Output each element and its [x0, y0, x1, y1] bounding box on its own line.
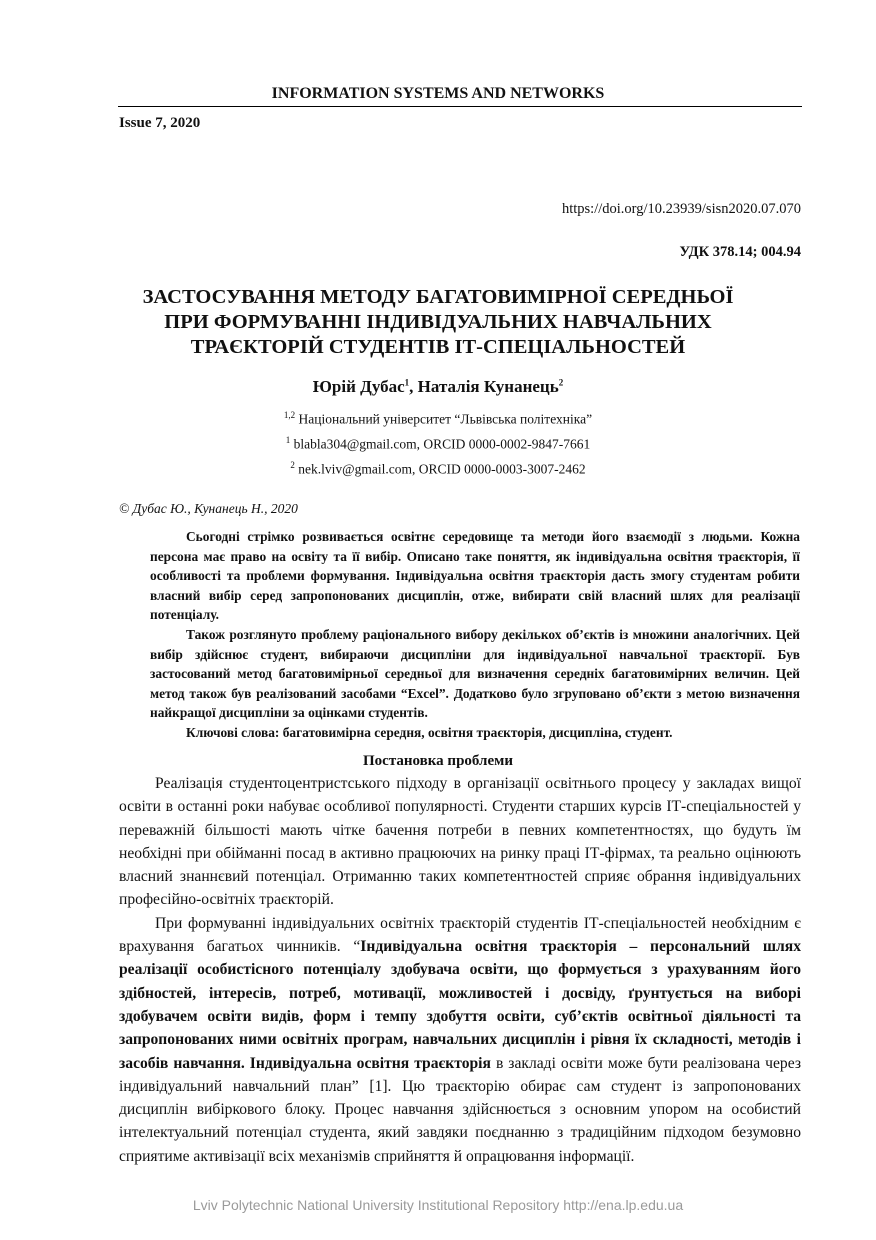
title-line: ЗАСТОСУВАННЯ МЕТОДУ БАГАТОВИМІРНОЇ СЕРЕДНЬОЇ: [142, 286, 734, 308]
quote-bold: Індивідуальна освітня траєкторія – персональний шлях реалізації особистісного потенціалу здобувача освіти, що формується з урахуванням його здібностей, інтересів, потреб, мотивації, можливостей і досвіду, ґрунтується на виборі здобувачем освіти видів, форм і темпу здобуття освіти, суб’єктів освітньої діяльності та запропонованих ними освітніх програм, навчальних дисциплін і рівня їх складності, методів і засобів навчання. Індивідуальна освітня траєкторія: [119, 938, 801, 1072]
body-paragraph: Реалізація студентоцентристського підходу в організації освітнього процесу у закладах вищої освіти в останні роки набуває особливої популярності. Студенти старших курсів ІТ-спеціальностей у переважній більшості мають чітке бачення потреби в певних компетентностях, що будуть їм необхідні при обійманні посад в активно працюючих на ринку праці ІТ-фірмах, та реально оцінюють власний знаннєвий потенціал. Отриманню таких компетентностей сприяє обрання індивідуальних професійно-освітніх траєкторій.: [119, 775, 801, 909]
email-line: [0, 455, 876, 480]
affiliation-text: Національний університет “Львівська політехніка”: [295, 411, 593, 427]
abstract-paragraph: Також розглянуто проблему раціонального вибору декількох об’єктів із множини аналогічних. Цей вибір здійснює студент, вибираючи дисципліни для індивідуальної навчальної траєкторії. Був застосований метод багатовимірньої середньої для визначення середніх багатовимірних величин. Цей метод також був реалізований засобами “Excel”. Додатково було згруповано об’єкти з метою визначення найкращої дисципліни за оцінками студентів.: [150, 626, 800, 721]
title-line: ТРАЄКТОРІЙ СТУДЕНТІВ ІТ-СПЕЦІАЛЬНОСТЕЙ: [190, 336, 686, 358]
affiliation-line: [0, 405, 876, 430]
affiliation-sup: 1,2: [283, 410, 296, 420]
body-paragraph: [119, 912, 801, 1168]
email-text[interactable]: blabla304@gmail.com, ORCID 0000-0002-9847-7661: [290, 436, 591, 452]
email-sup: 2: [290, 460, 295, 470]
author-sup: 1: [404, 377, 410, 388]
author-sup: 2: [558, 377, 564, 388]
paper-title: [0, 285, 876, 360]
abstract-paragraph: Сьогодні стрімко розвивається освітнє середовище та методи його взаємодії з людьми. Кожна персона має право на освіту та її вибір. Описано таке поняття, як індивідуальна освітня траєкторія, її особливості та проблеми формування. Індивідуальна освітня траєкторія дасть змогу студентам робити власний вибір серед запропонованих дисциплін, отже, вибирати свій власний шлях для реалізації потенціалу.: [150, 529, 800, 623]
repository-footer: Lviv Polytechnic National University Institutional Repository http://ena.lp.edu.ua: [192, 1197, 684, 1213]
title-line: ПРИ ФОРМУВАННІ ІНДИВІДУАЛЬНИХ НАВЧАЛЬНИХ: [164, 311, 712, 333]
keywords: Ключові слова: багатовимірна середня, освітня траєкторія, дисципліна, студент.: [186, 724, 673, 740]
udk-code: УДК 378.14; 004.94: [679, 244, 801, 260]
affiliations: [0, 405, 876, 480]
section-heading: Постановка проблеми: [363, 753, 513, 769]
body-text: [119, 772, 801, 1168]
abstract: [150, 527, 800, 743]
email-text[interactable]: nek.lviv@gmail.com, ORCID 0000-0003-3007-2462: [294, 461, 586, 477]
issue-label: Issue 7, 2020: [119, 115, 201, 131]
doi-link[interactable]: https://doi.org/10.23939/sisn2020.07.070: [561, 201, 801, 217]
authors: [0, 377, 876, 397]
author-name: Юрій Дубас: [312, 377, 405, 396]
email-line: [0, 430, 876, 455]
email-sup: 1: [285, 435, 291, 445]
author-name: Наталія Кунанець: [417, 377, 559, 396]
author-separator: ,: [409, 377, 418, 396]
journal-name: INFORMATION SYSTEMS AND NETWORKS: [271, 85, 605, 102]
body-text-span: При формуванні індивідуальних освітніх траєкторій студентів ІТ-спеціальностей необхідним є врахування багатьох чинників. “: [119, 914, 801, 956]
header-rule: [118, 106, 802, 107]
copyright: © Дубас Ю., Кунанець Н., 2020: [119, 501, 298, 516]
body-text-span: в закладі освіти може бути реалізована через індивідуальний навчальний план” [1]. Цю траєкторію обирає сам студент із запропонованих дисциплін вибіркового блоку. Процес навчання здійснюється з основним упором на особистий інтелектуальний потенціал студента, який завдяки поєднанню з традиційним підходом безумовно сприятиме активізації всіх механізмів сприйняття й опрацювання інформації.: [119, 1054, 801, 1165]
